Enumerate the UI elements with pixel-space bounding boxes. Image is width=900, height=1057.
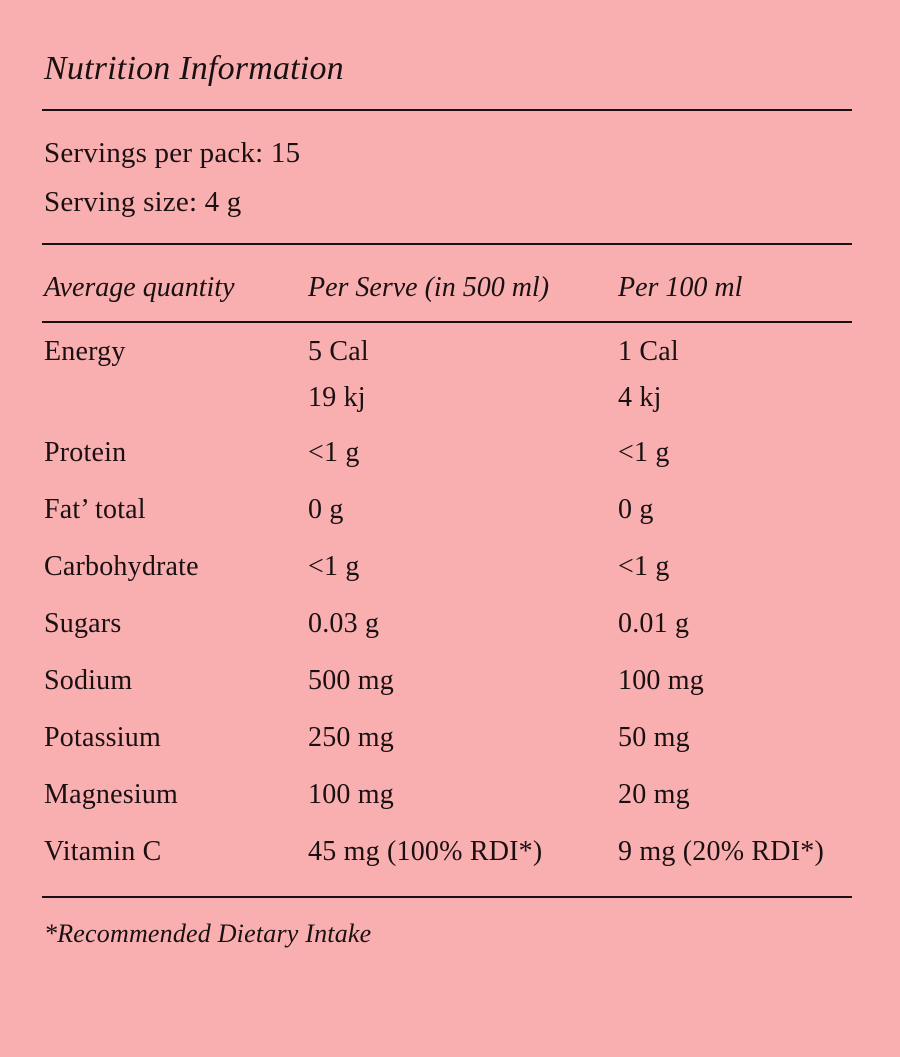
nutrient-per-100ml: 4 kj	[618, 381, 662, 413]
nutrient-per-100ml: 0 g	[618, 493, 654, 525]
nutrient-per-serve: <1 g	[308, 436, 360, 468]
divider-under-title	[42, 109, 852, 111]
nutrient-name: Sugars	[44, 607, 122, 639]
table-row	[42, 380, 852, 424]
table-row	[42, 538, 852, 595]
table-row	[42, 709, 852, 766]
nutrient-per-serve: 5 Cal	[308, 335, 369, 367]
nutrient-per-serve: 0 g	[308, 493, 344, 525]
nutrient-per-serve: 45 mg (100% RDI*)	[308, 835, 543, 867]
table-row	[42, 652, 852, 709]
table-row	[42, 424, 852, 481]
nutrient-per-100ml: 20 mg	[618, 778, 690, 810]
servings-block	[42, 129, 852, 227]
nutrient-name: Potassium	[44, 721, 161, 753]
column-header-average-quantity: Average quantity	[42, 253, 306, 322]
nutrient-per-serve: 0.03 g	[308, 607, 380, 639]
nutrient-per-serve: 250 mg	[308, 721, 394, 753]
nutrient-per-100ml: 1 Cal	[618, 335, 679, 367]
divider-above-footnote	[42, 896, 852, 898]
nutrient-per-100ml: <1 g	[618, 436, 670, 468]
nutrient-name: Fat’ total	[44, 493, 146, 525]
nutrient-name: Magnesium	[44, 778, 179, 810]
nutrient-per-serve: 500 mg	[308, 664, 394, 696]
nutrient-name: Protein	[44, 436, 127, 468]
column-header-per-100ml: Per 100 ml	[616, 253, 852, 322]
nutrient-name: Sodium	[44, 664, 133, 696]
divider-under-servings	[42, 243, 852, 245]
nutrient-name: Vitamin C	[44, 835, 162, 867]
servings-per-pack: Servings per pack: 15	[44, 137, 301, 170]
nutrient-per-serve: 100 mg	[308, 778, 394, 810]
nutrient-per-100ml: <1 g	[618, 550, 670, 582]
table-row	[42, 322, 852, 380]
nutrient-name: Carbohydrate	[44, 550, 199, 582]
nutrition-table	[42, 253, 852, 880]
nutrient-per-serve: <1 g	[308, 550, 360, 582]
nutrient-name: Energy	[44, 335, 126, 367]
nutrient-name	[42, 380, 306, 424]
table-row	[42, 595, 852, 652]
table-row	[42, 823, 852, 880]
nutrient-per-100ml: 0.01 g	[618, 607, 690, 639]
nutrient-per-100ml: 100 mg	[618, 664, 704, 696]
nutrient-per-serve: 19 kj	[308, 381, 366, 413]
page-title: Nutrition Information	[44, 50, 344, 87]
table-body	[42, 322, 852, 880]
nutrient-per-100ml: 9 mg (20% RDI*)	[618, 835, 824, 867]
table-header-row	[42, 253, 852, 322]
table-row	[42, 481, 852, 538]
column-header-per-serve: Per Serve (in 500 ml)	[306, 253, 616, 322]
table-row	[42, 766, 852, 823]
nutrient-per-100ml: 50 mg	[618, 721, 690, 753]
footnote-rdi: *Recommended Dietary Intake	[44, 918, 372, 948]
serving-size: Serving size: 4 g	[44, 186, 242, 219]
